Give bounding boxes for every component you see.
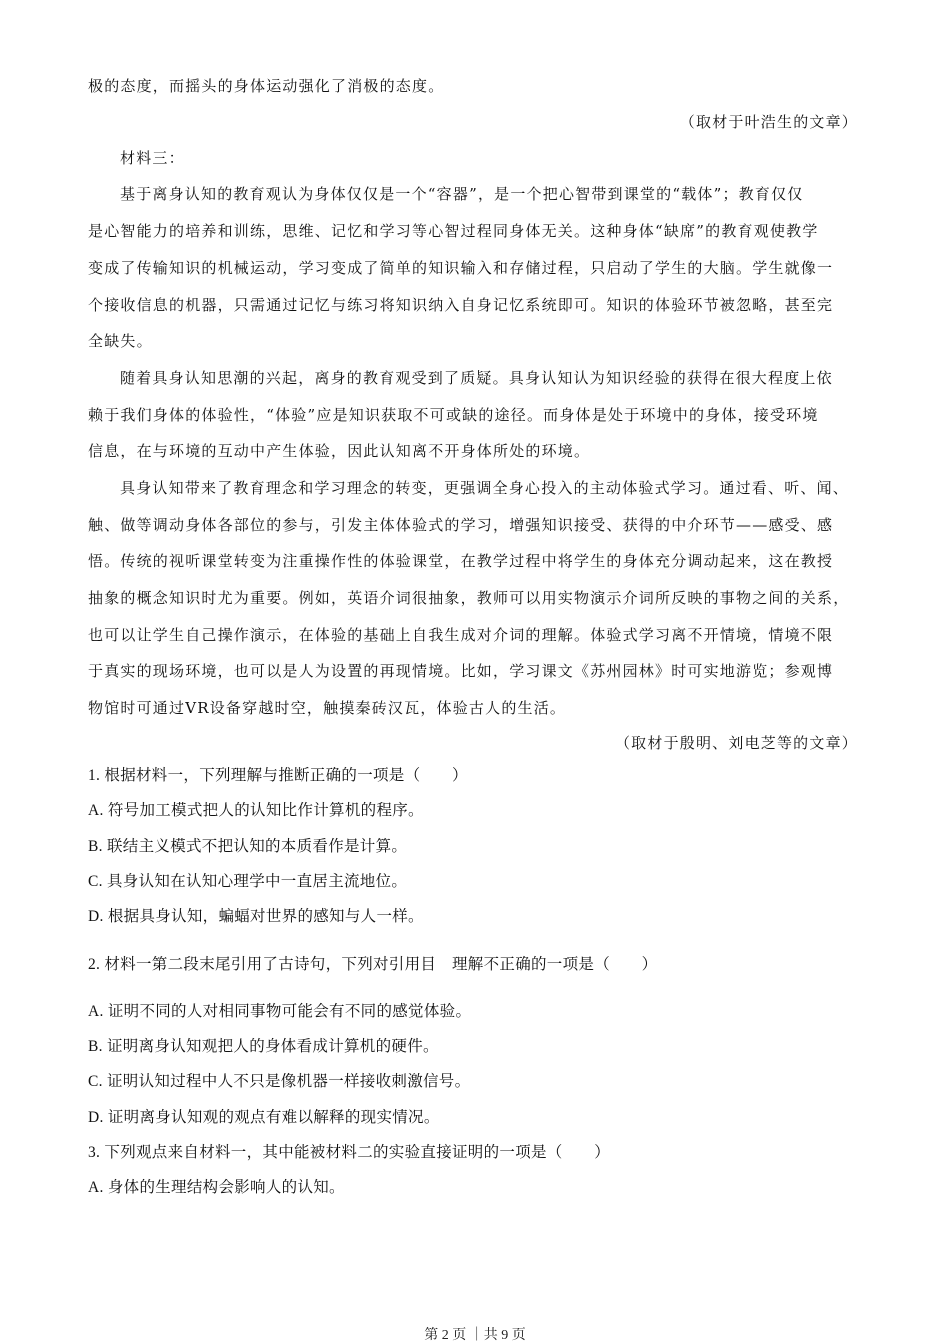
paragraph-line: 随着具身认知思潮的兴起，离身的教育观受到了质疑。具身认知认为知识经验的获得在很大程度上依	[120, 369, 833, 387]
question-3-option-a: A. 身体的生理结构会影响人的认知。	[88, 1179, 345, 1196]
question-2-stem: 2. 材料一第二段末尾引用了古诗句，下列对引用目 理解不正确的一项是（ ）	[88, 956, 658, 973]
source-citation-material-two: （取材于叶浩生的文章）	[679, 113, 858, 131]
paragraph-line: 是心智能力的培养和训练，思维、记忆和学习等心智过程同身体无关。这种身体“缺席”的教育观使教学	[88, 222, 819, 240]
paragraph-line: 变成了传输知识的机械运动，学习变成了简单的知识输入和存储过程，只启动了学生的大脑。学生就像一	[88, 259, 834, 277]
paragraph-line: 于真实的现场环境，也可以是人为设置的再现情境。比如，学习课文《苏州园林》时可实地游览；参观博	[88, 662, 834, 680]
question-3-stem: 3. 下列观点来自材料一，其中能被材料二的实验直接证明的一项是（ ）	[88, 1144, 611, 1161]
paragraph-line: 全缺失。	[88, 332, 153, 350]
paragraph-line: 抽象的概念知识时尤为重要。例如，英语介词很抽象，教师可以用实物演示介词所反映的事物之间的关系，	[88, 589, 850, 607]
question-1-stem: 1. 根据材料一，下列理解与推断正确的一项是（ ）	[88, 767, 468, 784]
question-2-option-c: C. 证明认知过程中人不只是像机器一样接收刺激信号。	[88, 1073, 471, 1090]
question-2-option-b: B. 证明离身认知观把人的身体看成计算机的硬件。	[88, 1038, 439, 1055]
question-1-option-b: B. 联结主义模式不把认知的本质看作是计算。	[88, 838, 408, 855]
paragraph-line: 赖于我们身体的体验性，“体验”应是知识获取不可或缺的途径。而身体是处于环境中的身体，接受环境	[88, 406, 819, 424]
paragraph-line: 也可以让学生自己操作演示，在体验的基础上自我生成对介词的理解。体验式学习离不开情境，情境不限	[88, 626, 834, 644]
question-2-option-d: D. 证明离身认知观的观点有难以解释的现实情况。	[88, 1109, 440, 1126]
continuation-line: 极的态度，而摇头的身体运动强化了消极的态度。	[88, 77, 445, 95]
question-2-option-a: A. 证明不同的人对相同事物可能会有不同的感觉体验。	[88, 1003, 472, 1020]
material-three-heading: 材料三：	[120, 149, 185, 167]
paragraph-line: 个接收信息的机器，只需通过记忆与练习将知识纳入自身记忆系统即可。知识的体验环节被忽略，甚至完	[88, 296, 834, 314]
source-citation-material-three: （取材于殷明、刘电芝等的文章）	[614, 734, 858, 752]
paragraph-line: 具身认知带来了教育理念和学习理念的转变，更强调全身心投入的主动体验式学习。通过看、听、闻、	[120, 479, 850, 497]
paragraph-line: 悟。传统的视听课堂转变为注重操作性的体验课堂，在教学过程中将学生的身体充分调动起来，这在教授	[88, 552, 834, 570]
question-1-option-d: D. 根据具身认知，蝙蝠对世界的感知与人一样。	[88, 908, 424, 925]
question-1-option-a: A. 符号加工模式把人的认知比作计算机的程序。	[88, 802, 424, 819]
paragraph-line: 物馆时可通过VR设备穿越时空，触摸秦砖汉瓦，体验古人的生活。	[88, 699, 567, 717]
page-indicator: 第 2 页 ｜共 9 页	[424, 1328, 526, 1343]
paragraph-line: 信息，在与环境的互动中产生体验，因此认知离不开身体所处的环境。	[88, 442, 591, 460]
question-1-option-c: C. 具身认知在认知心理学中一直居主流地位。	[88, 873, 408, 890]
paragraph-line: 触、做等调动身体各部位的参与，引发主体体验式的学习，增强知识接受、获得的中介环节——感受、感	[88, 516, 834, 534]
paragraph-line: 基于离身认知的教育观认为身体仅仅是一个“容器”，是一个把心智带到课堂的“载体”；教育仅仅	[120, 185, 804, 203]
